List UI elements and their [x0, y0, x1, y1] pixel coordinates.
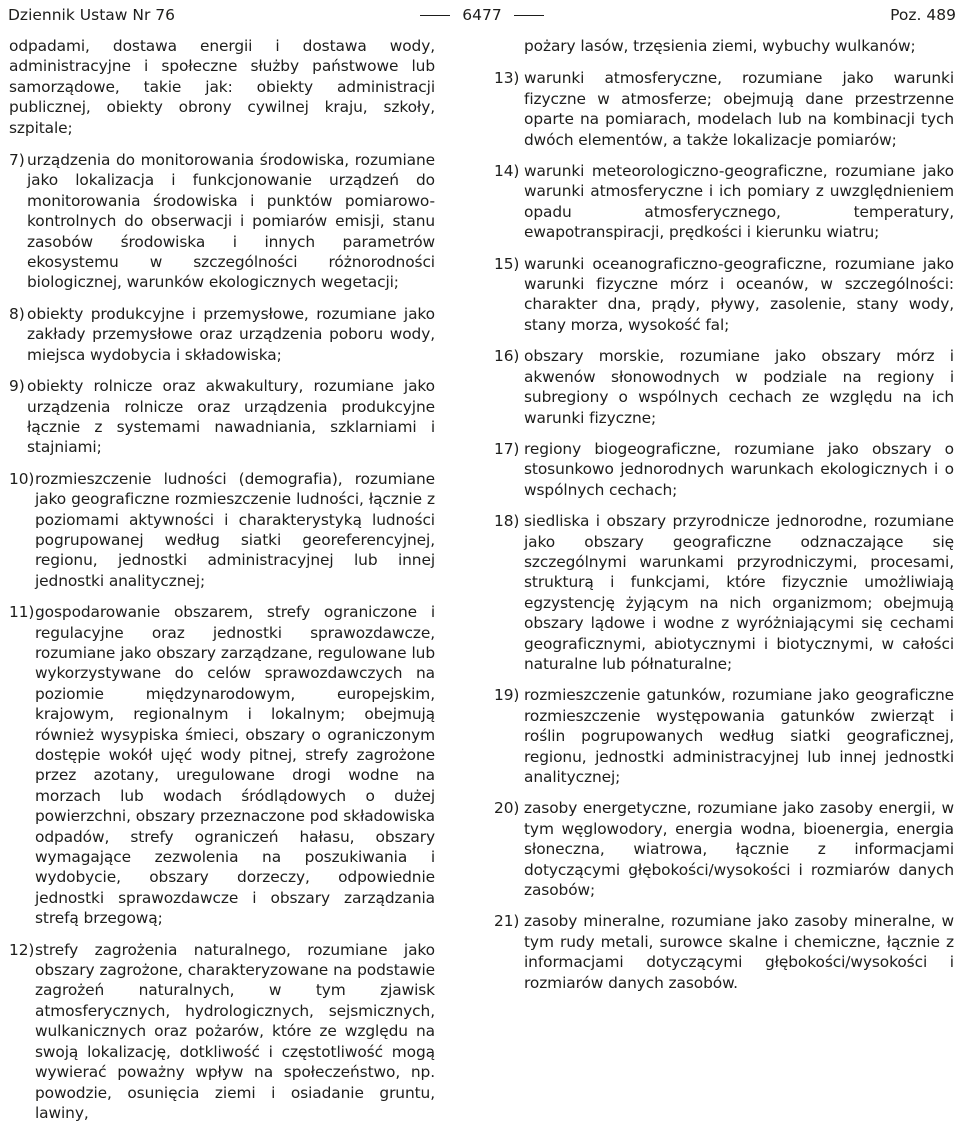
list-item-10 — [9, 469, 435, 591]
item-text: zasoby energetyczne, rozumiane jako zasoby energii, w tym węglowodory, energia wodna, bioenergia, energia słoneczna, wiatrowa, łącznie z informacjami dotyczącymi głębokości/wysokości i rozmiarów danych zasobów; — [524, 799, 954, 900]
list-item-8 — [9, 304, 435, 365]
item-text: regiony biogeograficzne, rozumiane jako obszary o stosunkowo jednorodnych warunkach ekologicznych i o wspólnych cechach; — [524, 439, 954, 499]
item-text: warunki meteorologiczno-geograficzne, rozumiane jako warunki atmosferyczne i ich pomiary z uwzględnieniem opadu atmosferycznego, temperatury, ewapotranspiracji, prędkości i kierunku wiatru; — [524, 162, 954, 242]
item-text: warunki atmosferyczne, rozumiane jako warunki fizyczne w atmosferze; obejmują dane przestrzenne oparte na pomiarach, modelach lub na kombinacji tych dwóch elementów, a także lokalizacje pomiarów; — [524, 69, 954, 149]
list-item-15 — [494, 254, 954, 336]
item-text: urządzenia do monitorowania środowiska, rozumiane jako lokalizacja i funkcjonowanie urządzeń do monitorowania środowiska i punktów pomiarowo-kontrolnych do obserwacji i pomiarów emisji, stanu zasobów środowiska i innych parametrów ekosystemu w szczególności różnorodności biologicznej, warunków ekologicznych wegetacji; — [27, 151, 435, 292]
item-number: 9) — [9, 377, 25, 396]
item-number: 14) — [494, 162, 520, 181]
page-number: 6477 — [462, 6, 502, 24]
right-intro-paragraph: pożary lasów, trzęsienia ziemi, wybuchy wulkanów; — [524, 37, 916, 55]
item-text: obiekty produkcyjne i przemysłowe, rozumiane jako zakłady przemysłowe oraz urządzenia poboru wody, miejsca wydobycia i składowiska; — [27, 304, 435, 364]
item-number: 20) — [494, 799, 520, 818]
left-column — [9, 36, 435, 1134]
item-number: 13) — [494, 69, 520, 88]
item-number: 18) — [494, 512, 520, 531]
item-text: strefy zagrożenia naturalnego, rozumiane jako obszary zagrożone, charakteryzowane na podstawie zagrożeń naturalnych, w tym zjawisk atmosferycznych, hydrologicznych, sejsmicznych, wulkanicznych oraz pożarów, które ze względu na swoją lokalizację, dotkliwość i częstotliwość mogą wywierać poważny wpływ na społeczeństwo, np. powodzie, osunięcia ziemi i osiadanie gruntu, lawiny, — [35, 940, 435, 1122]
list-item-21 — [494, 911, 954, 993]
list-item-13 — [494, 68, 954, 150]
item-number: 15) — [494, 254, 520, 273]
item-text: zasoby mineralne, rozumiane jako zasoby mineralne, w tym rudy metali, surowce skalne i chemiczne, łącznie z informacjami dotyczącymi głębokości/wysokości i rozmiarów danych zasobów. — [524, 912, 954, 992]
list-item-19 — [494, 685, 954, 787]
dash-right — [514, 15, 544, 16]
dash-left — [420, 15, 450, 16]
list-item-20 — [494, 798, 954, 900]
item-text: warunki oceanograficzno-geograficzne, rozumiane jako warunki fizyczne mórz i oceanów, w szczególności: charakter dna, prądy, pływy, zasolenie, stany wody, stany morza, wysokość fal; — [524, 254, 954, 334]
list-item-17 — [494, 439, 954, 500]
item-number: 17) — [494, 439, 520, 458]
item-number: 19) — [494, 686, 520, 705]
item-text: obiekty rolnicze oraz akwakultury, rozumiane jako urządzenia rolnicze oraz urządzenia produkcyjne łącznie z systemami nawadniania, szklarniami i stajniami; — [27, 377, 435, 457]
page-number-wrap — [8, 0, 956, 30]
left-intro-paragraph: odpadami, dostawa energii i dostawa wody, administracyjne i społeczne służby państwowe lub samorządowe, takie jak: obiekty administracji publicznej, obiekty obrony cywilnej kraju, szkoły, szpitale; — [9, 37, 435, 137]
item-number: 12) — [9, 940, 35, 959]
item-number: 7) — [9, 151, 25, 170]
item-number: 21) — [494, 912, 520, 931]
item-number: 16) — [494, 347, 520, 366]
position-label: Poz. 489 — [890, 6, 956, 24]
item-number: 10) — [9, 469, 35, 488]
right-column — [494, 36, 954, 1004]
page-header — [8, 0, 956, 30]
item-text: rozmieszczenie ludności (demografia), rozumiane jako geograficzne rozmieszczenie ludności, łącznie z poziomami aktywności i charakterystyką ludności pogrupowanej według siatki georeferencyjnej, regionu, jednostki administracyjnej lub innej jednostki analitycznej; — [35, 469, 435, 590]
list-item-7 — [9, 150, 435, 293]
journal-title: Dziennik Ustaw Nr 76 — [8, 6, 175, 24]
list-item-14 — [494, 161, 954, 243]
item-number: 11) — [9, 603, 35, 622]
item-text: gospodarowanie obszarem, strefy ograniczone i regulacyjne oraz jednostki sprawozdawcze, rozumiane jako obszary zarządzane, regulowane lub wykorzystywane do celów sprawozdawczych na poziomie międzynarodowym, europejskim, krajowym, regionalnym i lokalnym; obejmują również wysypiska śmieci, obszary o ograniczonym dostępie wokół ujęć wody pitnej, strefy zagrożone przez azotany, uregulowane drogi wodne na morzach lub wodach śródlądowych o dużej powierzchni, obszary przeznaczone pod składowiska odpadów, strefy ograniczeń hałasu, obszary wymagające zezwolenia na poszukiwania i wydobycie, obszary dorzeczy, odpowiednie jednostki sprawozdawcze i obszary zarządzania strefą brzegową; — [35, 603, 435, 928]
list-item-12 — [9, 940, 435, 1124]
list-item-9 — [9, 376, 435, 458]
item-text: siedliska i obszary przyrodnicze jednorodne, rozumiane jako obszary geograficzne odznaczające się szczególnymi warunkami przyrodniczymi, procesami, strukturą i funkcjami, które fizycznie umożliwiają egzystencję żyjącym na nich organizmom; obejmują obszary lądowe i wodne z wyróżniającymi się cechami geograficznymi, abiotycznymi i biotycznymi, w całości naturalne lub półnaturalne; — [524, 512, 954, 673]
list-item-16 — [494, 346, 954, 428]
item-text: obszary morskie, rozumiane jako obszary mórz i akwenów słonowodnych w podziale na regiony i subregiony o wspólnych cechach ze względu na ich warunki fizyczne; — [524, 347, 954, 427]
item-text: rozmieszczenie gatunków, rozumiane jako geograficzne rozmieszczenie występowania gatunków zwierząt i roślin pogrupowanych według siatki geograficznej, regionu, jednostki administracyjnej lub innej jednostki analitycznej; — [524, 686, 954, 786]
item-number: 8) — [9, 304, 25, 323]
list-item-11 — [9, 602, 435, 929]
list-item-18 — [494, 511, 954, 674]
